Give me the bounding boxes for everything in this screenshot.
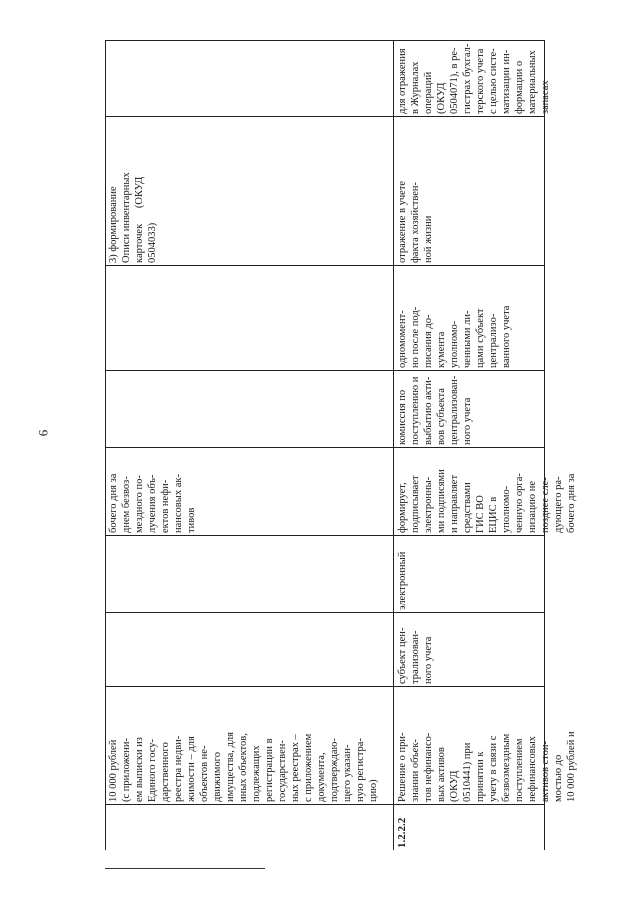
row-prev-c8 (105, 117, 393, 265)
row-next-c5-text: формирует, подписывает электронны- ми подписями и направляет средствами ГИС ВО ЕЦИС в уполномо- ченную орга- низацию не позднее сле- дующего ра- бочего дня за (397, 469, 577, 533)
row-next-c5 (394, 448, 577, 535)
row-number: 1.2.2.2 (396, 817, 408, 848)
row-next-c7 (394, 266, 544, 370)
row-next-c2 (394, 687, 577, 804)
row-prev-c5 (105, 448, 393, 535)
row-next-c6 (394, 371, 544, 447)
row-prev-c5-text: бочего дня за днем безвоз- мездного по- лучения объ- ектов нефи- нансовых ак- тивов (108, 473, 197, 533)
row-next-c6-text: комиссия по поступлению и выбытию акти- вов субъекта централизован- ного учета (397, 375, 473, 445)
rotated-table (105, 40, 577, 850)
table-border-right (544, 40, 545, 850)
footnote-rule (105, 868, 265, 869)
row-prev-c8-text: 3) формирование Описи инвентарных карточек (ОКУД 0504033) (108, 172, 158, 263)
row-next-c3 (394, 613, 544, 686)
row-next-c2-text: Решение о при- знании объек- тов нефинансо- вых активов (ОКУД 0510441) при принятии к учету в связи с безвозмездным поступлением нефинансовых активов стои- мостью до 10 000 рублей и (397, 731, 577, 802)
row-next-c4 (394, 536, 544, 612)
row-next-c9 (394, 41, 551, 116)
row-next-c7-text: одномомент- но после под- писания до- кумента уполномо- ченными ли- цами субъект централизо- ванного учета (397, 305, 512, 368)
row-next-c8 (394, 117, 544, 265)
row-next-c8-text: отражение в учете факта хозяйствен- ной жизни (397, 180, 434, 263)
page-number: 6 (35, 429, 51, 437)
row-prev-c2-overflow (105, 805, 393, 850)
row-next-c3-text: субъект цен- трализован- ного учета (397, 627, 434, 684)
row-next-c4-text: электронный (397, 551, 408, 610)
row-next-c9-text: для отражения в Журналах операций (ОКУД 0504071), в ре- гистрах бухгал- терского учета с целью систе- матизации ин- формации о материальных запасах (397, 43, 551, 114)
row-prev-c2-text: 10 000 рублей (с приложени- ем выписки из Единого госу- дарственного реестра недви- жимости – для объектов не- движимого имущества, для иных объектов, подлежащих регистрации в государствен- ных реестрах – с приложением документа, подтверждаю- щего указан- ную регистра- цию) (108, 732, 379, 802)
row-prev-c2 (105, 687, 393, 804)
